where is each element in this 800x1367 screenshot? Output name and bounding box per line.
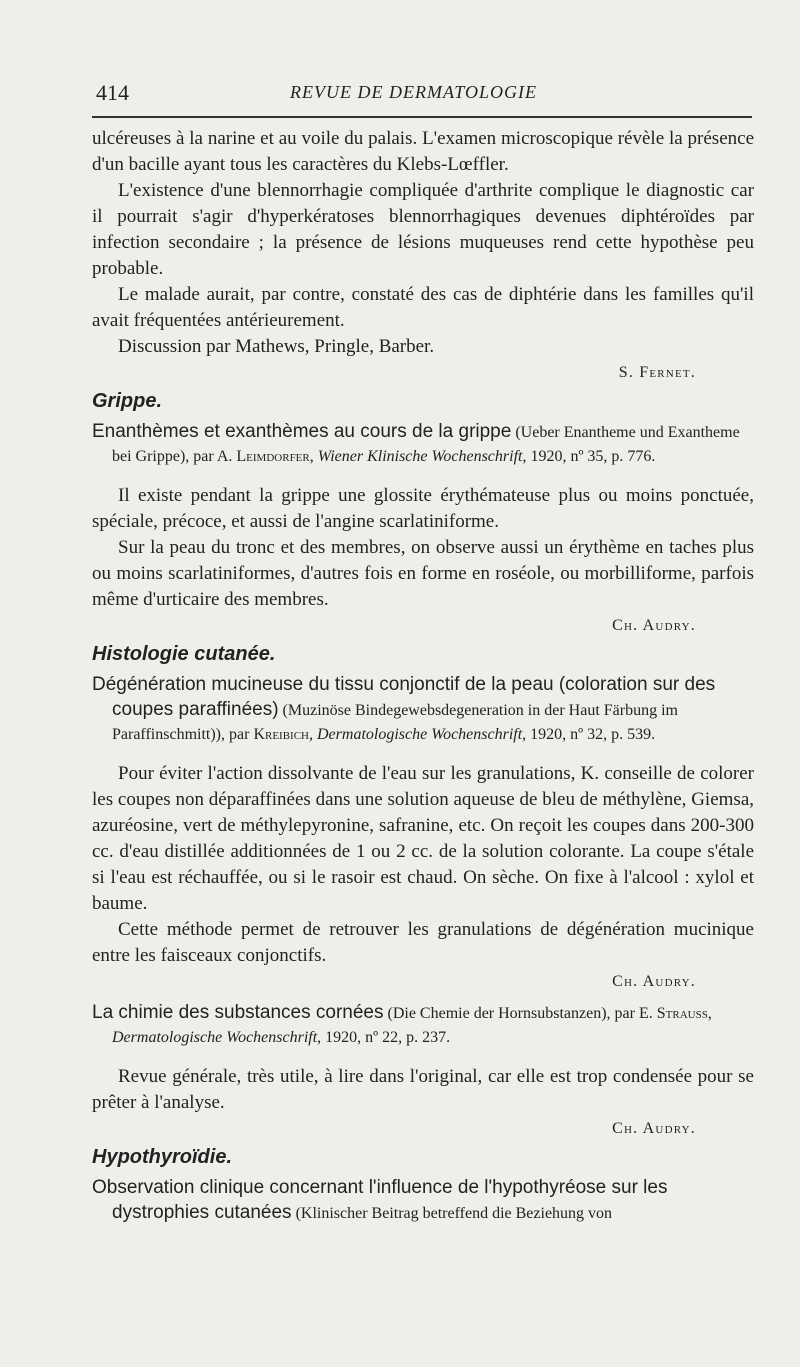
header-rule xyxy=(92,116,752,118)
paragraph: Sur la peau du tronc et des membres, on observe aussi un érythème en taches plus ou moins scarlatiniformes, d'autres fois en forme en roséole, ou morbilliforme, parfois même d'urticaire des membres. xyxy=(92,537,754,610)
article-heading xyxy=(92,673,754,747)
reference-journal: Dermatologische Wochenschrift xyxy=(112,1029,318,1046)
article-heading xyxy=(92,1001,754,1050)
reference-journal: Dermatologische Wochenschrift xyxy=(317,726,523,743)
spacer xyxy=(92,473,754,483)
section-title-grippe: Grippe. xyxy=(92,390,163,412)
author-signature: S. Fernet. xyxy=(618,364,696,381)
section-title-hypothyroidie: Hypothyroïdie. xyxy=(92,1146,233,1168)
article-reference: (Klinischer Beitrag betreffend die Beziehung von xyxy=(291,1205,613,1222)
spacer xyxy=(92,1054,754,1064)
author-signature: Ch. Audry. xyxy=(612,617,696,634)
page-number: 414 xyxy=(96,80,129,105)
reference-details: , 1920, nº 35, p. 776. xyxy=(522,448,656,465)
journal-title: REVUE DE DERMATOLOGIE xyxy=(290,82,537,102)
article-heading xyxy=(92,420,754,469)
article-title: La chimie des substances cornées xyxy=(92,1002,384,1023)
article-title: Enanthèmes et exanthèmes au cours de la grippe xyxy=(92,421,512,442)
article-reference: (Muzinöse Bindegewebsdegeneration in der Haut Färbung im Paraffinschmitt)), par xyxy=(112,702,678,743)
paragraph: Pour éviter l'action dissolvante de l'eau sur les granulations, K. conseille de colorer les coupes non déparaffinées dans une solution aqueuse de bleu de méthylène, Giemsa, azuréosine, vert de méthylepyronine, safranine, etc. On reçoit les coupes dans 200-300 cc. d'eau distillée additionnées de 1 ou 2 cc. de la solution colorante. La coupe s'étale si l'eau est réchauffée, ou si le rasoir est chaud. On sèche. On fixe à l'alcool : xylol et baume. xyxy=(92,763,754,914)
article-reference: (Die Chemie der Hornsubstanzen), par E. xyxy=(383,1005,657,1022)
paragraph: Discussion par Mathews, Pringle, Barber. xyxy=(118,336,435,357)
author-signature: Ch. Audry. xyxy=(612,1120,696,1137)
reference-details: , 1920, nº 32, p. 539. xyxy=(522,726,656,743)
reference-author: Leimdorfer xyxy=(236,448,310,465)
reference-separator: , xyxy=(707,1005,712,1022)
paragraph: ulcéreuses à la narine et au voile du palais. L'examen microscopique révèle la présence d'un bacille ayant tous les caractères du Klebs-Lœffler. xyxy=(92,128,754,175)
article-heading xyxy=(92,1176,754,1226)
reference-author: Strauss xyxy=(656,1005,708,1022)
paragraph: Revue générale, très utile, à lire dans l'original, car elle est trop condensée pour se prêter à l'analyse. xyxy=(92,1066,754,1113)
article-title: Dégénération mucineuse du tissu conjonctif de la peau (coloration sur des coupes paraffinées) xyxy=(92,674,716,720)
paragraph: Le malade aurait, par contre, constaté des cas de diphtérie dans les familles qu'il avait fréquentées antérieurement. xyxy=(92,284,754,331)
article-reference: (Ueber Enantheme und Exantheme bei Grippe), par A. xyxy=(112,424,740,465)
author-signature: Ch. Audry. xyxy=(612,973,696,990)
paragraph: Cette méthode permet de retrouver les granulations de dégénération mucinique entre les faisceaux conjonctifs. xyxy=(92,919,754,966)
paragraph: Il existe pendant la grippe une glossite érythémateuse plus ou moins ponctuée, spéciale, précoce, et aussi de l'angine scarlatiniforme. xyxy=(92,485,754,532)
article-title: Observation clinique concernant l'influence de l'hypothyréose sur les dystrophies cutanées xyxy=(92,1177,668,1223)
reference-journal: Wiener Klinische Wochenschrift xyxy=(317,448,523,465)
reference-separator: , xyxy=(309,726,317,743)
running-head xyxy=(92,78,754,108)
section-title-histologie: Histologie cutanée. xyxy=(92,643,276,665)
reference-author: Kreibich xyxy=(253,726,309,743)
reference-separator: , xyxy=(309,448,318,465)
reference-details: , 1920, nº 22, p. 237. xyxy=(317,1029,451,1046)
page xyxy=(92,78,754,1230)
spacer xyxy=(92,751,754,761)
paragraph: L'existence d'une blennorrhagie compliquée d'arthrite complique le diagnostic car il pourrait s'agir d'hyperkératoses blennorrhagiques devenues diphtéroïdes par infection secondaire ; la présence de lésions muqueuses rend cette hypothèse peu probable. xyxy=(92,180,754,279)
